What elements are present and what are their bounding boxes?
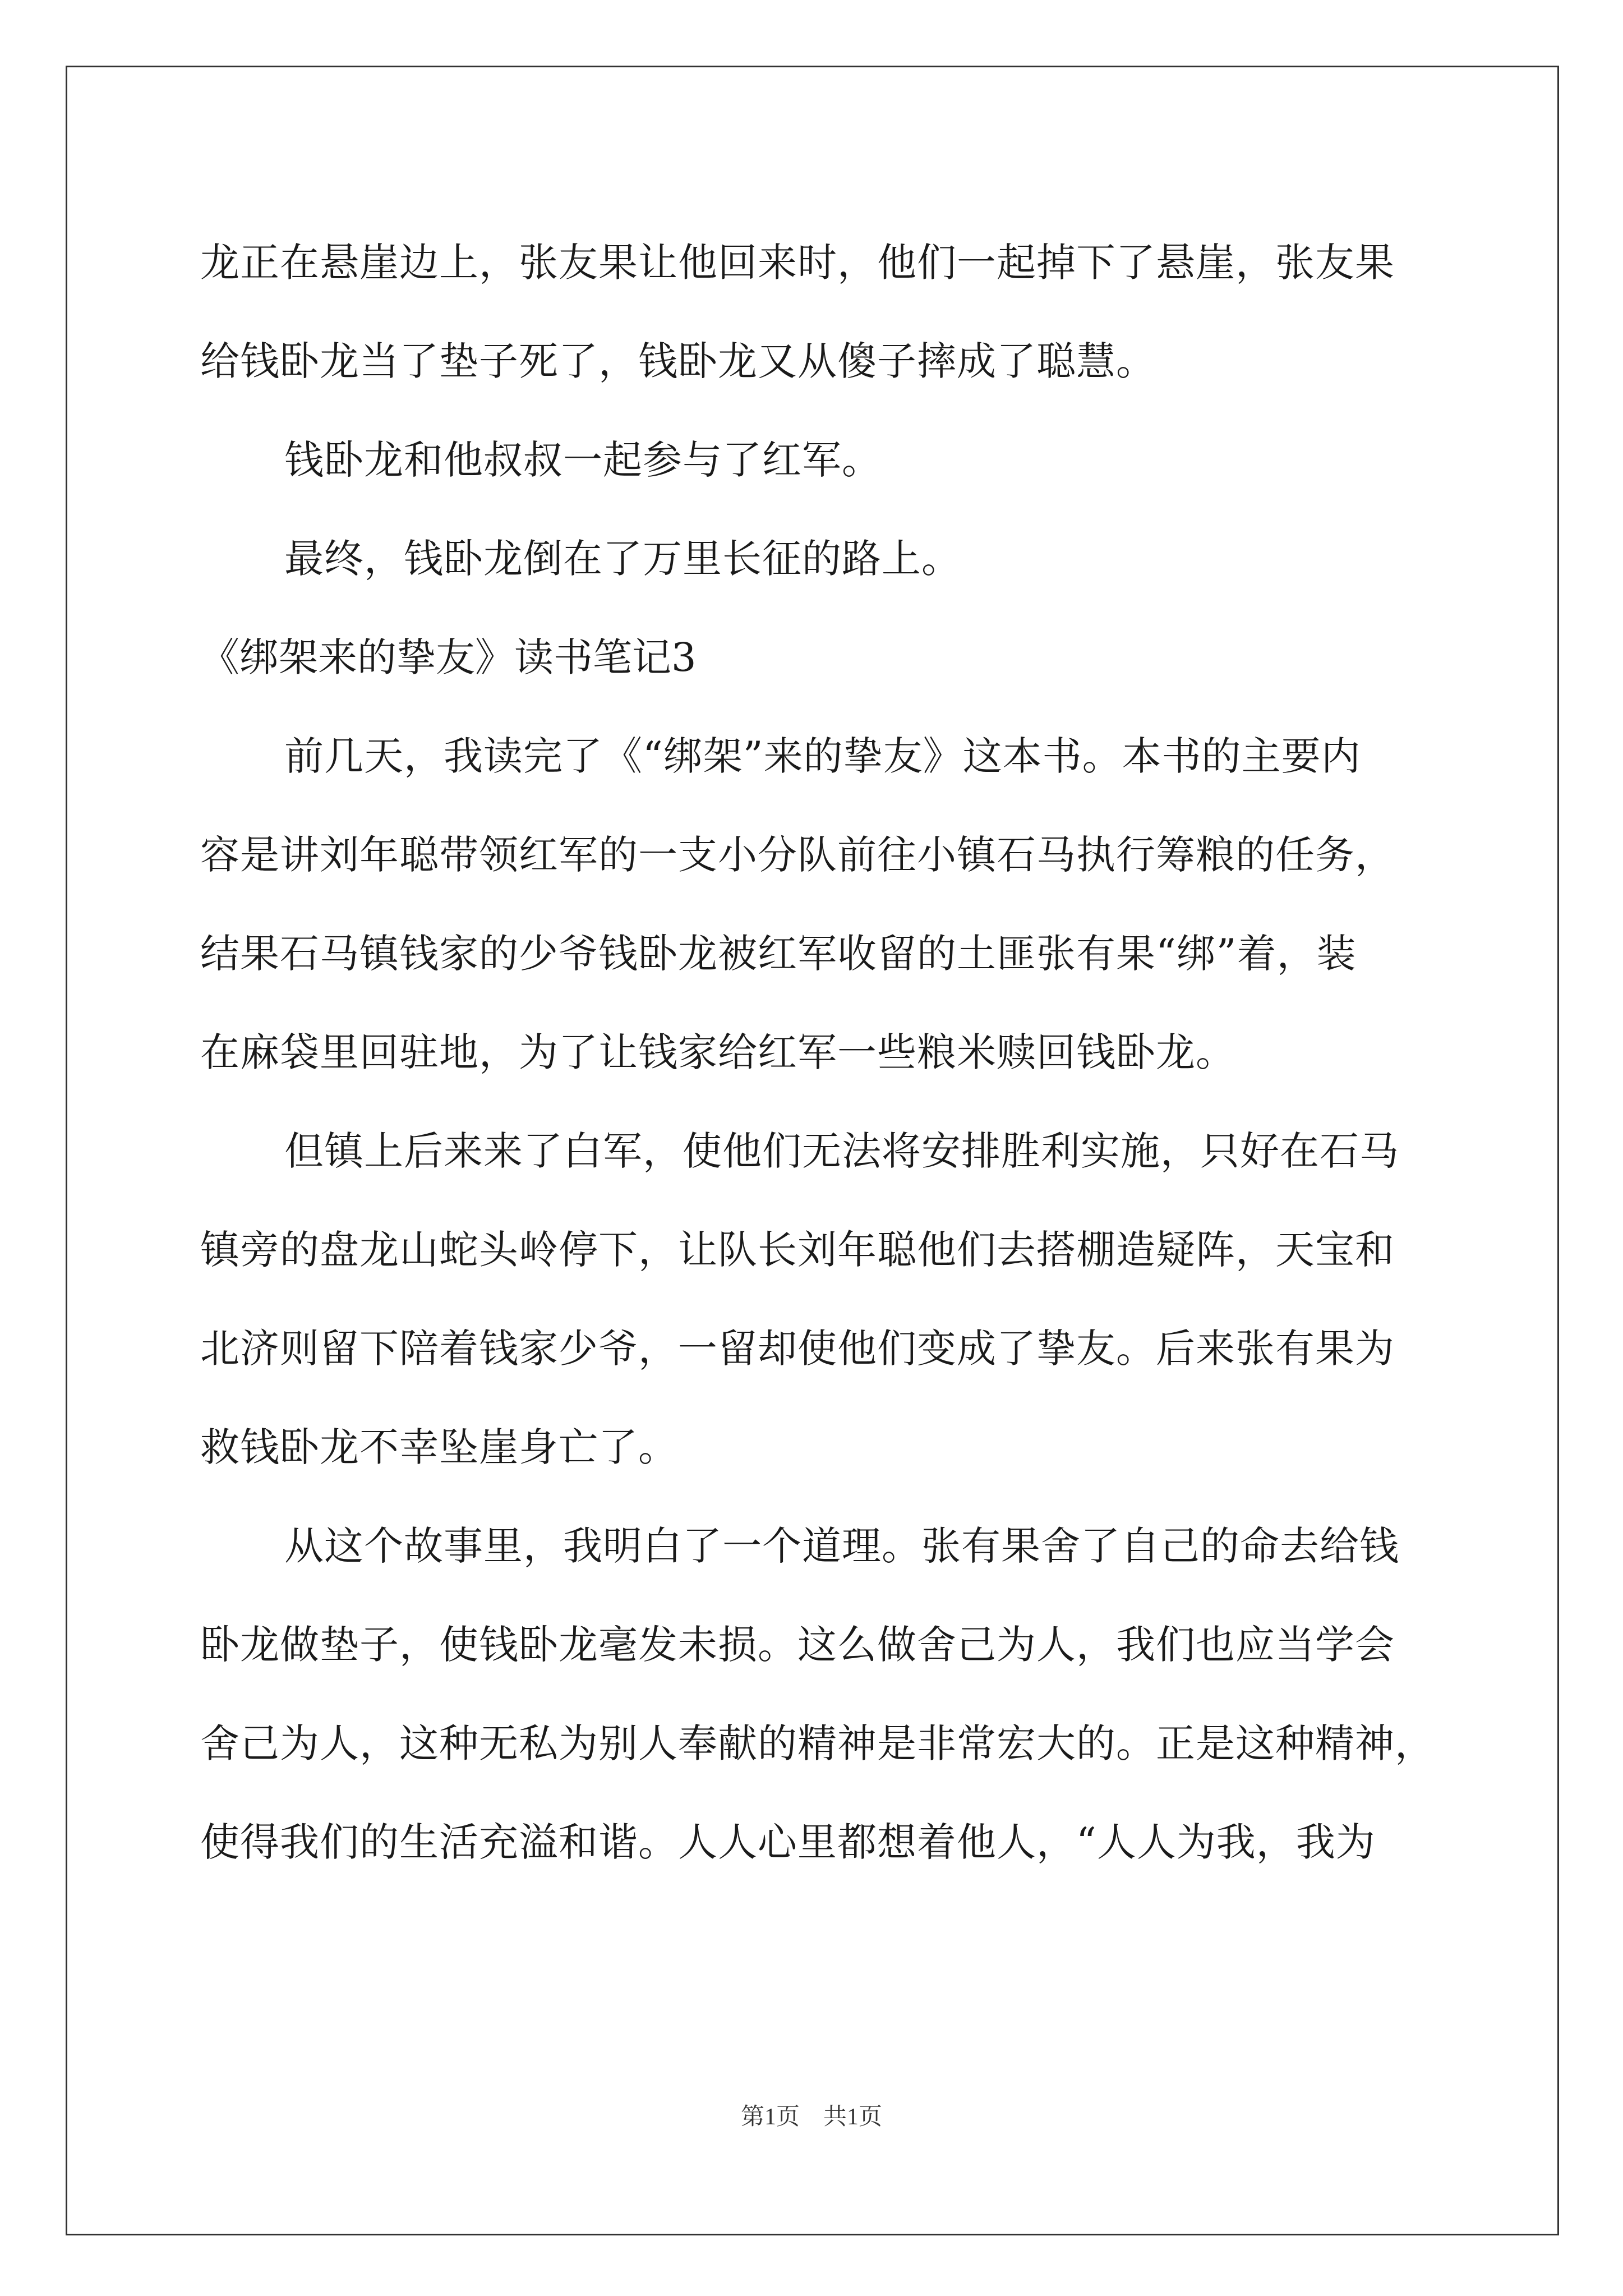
text-line: 救钱卧龙不幸坠崖身亡了。 [200, 1424, 678, 1470]
text-line: 从这个故事里，我明白了一个道理。张有果舍了自己的命去给钱 [284, 1523, 1399, 1569]
text-line: 舍己为人，这种无私为别人奉献的精神是非常宏大的。正是这种精神， [200, 1720, 1435, 1766]
text-line: 钱卧龙和他叔叔一起参与了红军。 [284, 437, 882, 483]
text-line: 前几天，我读完了《“绑架”来的挚友》这本书。本书的主要内 [284, 733, 1361, 779]
text-line: 给钱卧龙当了垫子死了，钱卧龙又从傻子摔成了聪慧。 [200, 338, 1156, 384]
paragraph [200, 707, 1434, 1102]
text-line: 在麻袋里回驻地，为了让钱家给红军一些粮米赎回钱卧龙。 [200, 1029, 1235, 1075]
text-line: 北济则留下陪着钱家少爷，一留却使他们变成了挚友。后来张有果为 [200, 1326, 1395, 1372]
paragraph [200, 1497, 1434, 1892]
paragraph [200, 1102, 1434, 1497]
text-line: 龙正在悬崖边上，张友果让他回来时，他们一起掉下了悬崖，张友果 [200, 240, 1395, 286]
text-line: 结果石马镇钱家的少爷钱卧龙被红军收留的土匪张有果“绑”着，装 [200, 931, 1357, 977]
text-line: 使得我们的生活充溢和谐。人人心里都想着他人，“人人为我，我为 [200, 1819, 1376, 1865]
page-number-footer: 第1页 共1页 [740, 2104, 882, 2130]
document-body [200, 213, 1434, 1892]
section-title: 《绑架来的挚友》读书笔记3 [200, 634, 697, 680]
text-line: 镇旁的盘龙山蛇头岭停下，让队长刘年聪他们去搭棚造疑阵，天宝和 [200, 1227, 1395, 1273]
text-line: 但镇上后来来了白军，使他们无法将安排胜利实施，只好在石马 [284, 1128, 1399, 1174]
text-line: 最终，钱卧龙倒在了万里长征的路上。 [284, 536, 961, 582]
text-line: 卧龙做垫子，使钱卧龙毫发未损。这么做舍己为人，我们也应当学会 [200, 1622, 1395, 1668]
text-line: 容是讲刘年聪带领红军的一支小分队前往小镇石马执行筹粮的任务， [200, 832, 1395, 878]
